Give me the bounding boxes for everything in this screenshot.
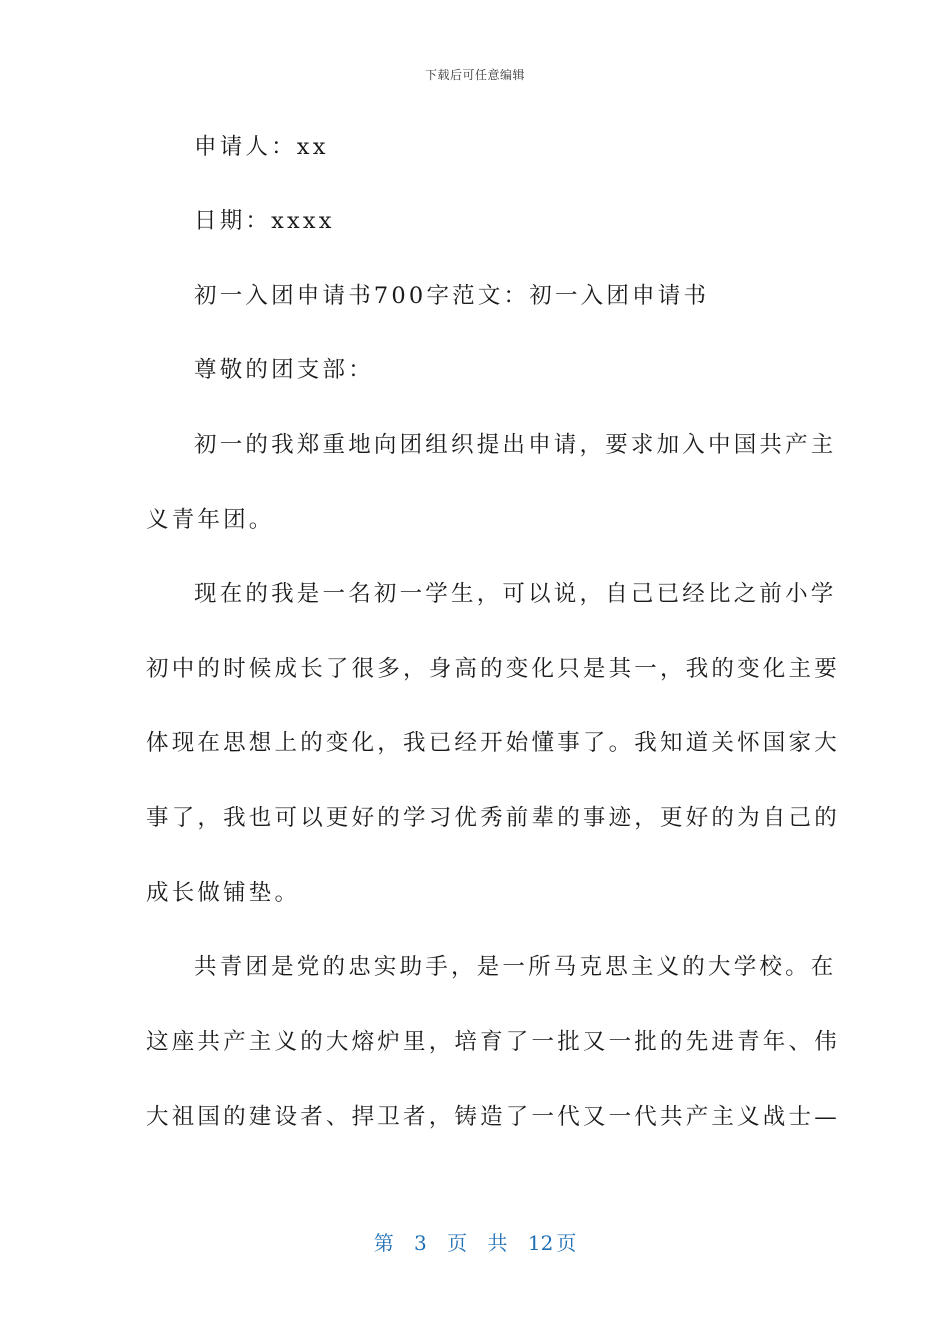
paragraph-line: 成长做铺垫。 (146, 880, 301, 906)
page-header-note: 下载后可任意编辑 (424, 68, 525, 82)
paragraph-line: 事了，我也可以更好的学习优秀前辈的事迹，更好的为自己的 (146, 805, 840, 831)
page-label-suffix: 页 (556, 1231, 577, 1255)
paragraph-line: 这座共产主义的大熔炉里，培育了一批又一批的先进青年、伟 (146, 1029, 840, 1055)
paragraph-line: 共青团是党的忠实助手，是一所马克思主义的大学校。在 (194, 954, 837, 980)
total-pages-number: 12 (527, 1231, 554, 1255)
salutation-line: 尊敬的团支部： (194, 357, 374, 383)
paragraph-line: 体现在思想上的变化，我已经开始懂事了。我知道关怀国家大 (146, 730, 840, 756)
total-label-prefix: 共 (487, 1231, 508, 1255)
page-label-mid: 页 (447, 1231, 468, 1255)
current-page-number: 3 (414, 1231, 427, 1255)
paragraph-line: 现在的我是一名初一学生，可以说，自己已经比之前小学 (194, 581, 837, 607)
document-title-line: 初一入团申请书700字范文：初一入团申请书 (194, 283, 710, 309)
applicant-line: 申请人：xx (194, 134, 329, 160)
paragraph-line: 义青年团。 (146, 507, 275, 533)
date-line: 日期：xxxx (194, 208, 335, 234)
paragraph-line: 初一的我郑重地向团组织提出申请，要求加入中国共产主 (194, 432, 837, 458)
paragraph-line: 初中的时候成长了很多，身高的变化只是其一，我的变化主要 (146, 656, 840, 682)
page-label-prefix: 第 (373, 1231, 394, 1255)
paragraph-line: 大祖国的建设者、捍卫者，铸造了一代又一代共产主义战士— (146, 1104, 840, 1130)
page-number-footer (0, 1227, 950, 1256)
